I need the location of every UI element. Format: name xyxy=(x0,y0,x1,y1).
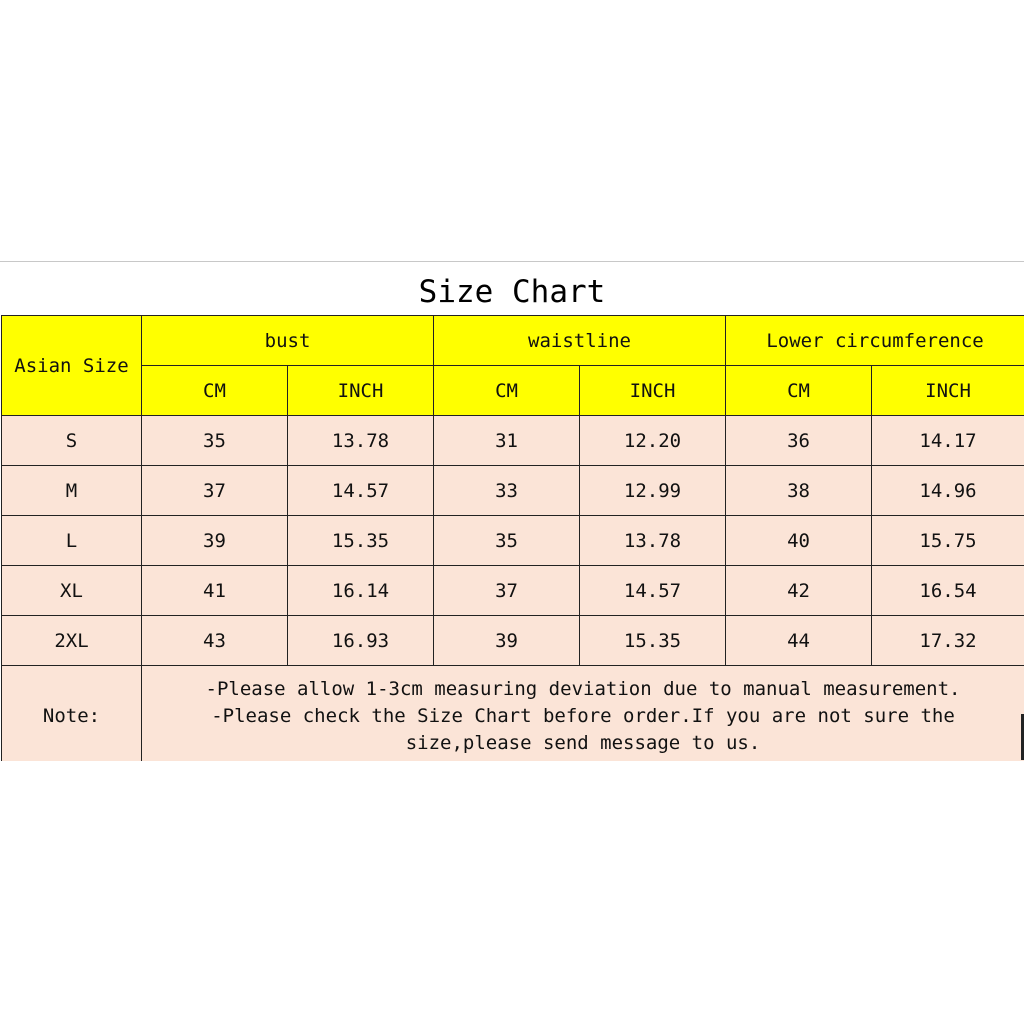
table-cell: 43 xyxy=(142,616,288,666)
group-header-waistline: waistline xyxy=(434,316,726,366)
table-row xyxy=(2,516,1024,566)
note-line: -Please check the Size Chart before order.If you are not sure the size,please send message to us. xyxy=(211,705,955,754)
page-title: Size Chart xyxy=(418,274,606,310)
unit-header-cell: CM xyxy=(142,366,288,416)
table-row xyxy=(2,466,1024,516)
size-label-cell: M xyxy=(2,466,142,516)
table-cell: 33 xyxy=(434,466,580,516)
table-cell: 14.96 xyxy=(872,466,1024,516)
table-row xyxy=(2,616,1024,666)
table-cell: 13.78 xyxy=(580,516,726,566)
table-cell: 12.20 xyxy=(580,416,726,466)
table-cell: 16.14 xyxy=(288,566,434,616)
unit-header-cell: INCH xyxy=(580,366,726,416)
table-cell: 35 xyxy=(142,416,288,466)
unit-header-cell: CM xyxy=(434,366,580,416)
note-row xyxy=(2,666,1024,761)
corner-header-cell: Asian Size xyxy=(2,316,142,416)
table-cell: 31 xyxy=(434,416,580,466)
table-cell: 44 xyxy=(726,616,872,666)
unit-header-cell: INCH xyxy=(288,366,434,416)
table-cell: 16.93 xyxy=(288,616,434,666)
table-cell: 16.54 xyxy=(872,566,1024,616)
table-cell: 15.75 xyxy=(872,516,1024,566)
table-cell: 15.35 xyxy=(580,616,726,666)
note-label: Note: xyxy=(2,666,142,761)
header-row-groups xyxy=(2,316,1024,366)
group-header-bust: bust xyxy=(142,316,434,366)
table-cell: 14.57 xyxy=(288,466,434,516)
table-cell: 12.99 xyxy=(580,466,726,516)
table-cell: 39 xyxy=(142,516,288,566)
table-cell: 15.35 xyxy=(288,516,434,566)
table-cell: 37 xyxy=(434,566,580,616)
unit-header-cell: CM xyxy=(726,366,872,416)
note-line: -Please allow 1-3cm measuring deviation due to manual measurement. xyxy=(205,678,961,700)
size-label-cell: XL xyxy=(2,566,142,616)
table-cell: 14.57 xyxy=(580,566,726,616)
table-cell: 35 xyxy=(434,516,580,566)
table-cell: 38 xyxy=(726,466,872,516)
size-chart-table xyxy=(1,315,1024,761)
size-label-cell: L xyxy=(2,516,142,566)
header-row-units xyxy=(2,366,1024,416)
table-cell: 41 xyxy=(142,566,288,616)
table-cell: 37 xyxy=(142,466,288,516)
table-row xyxy=(2,416,1024,466)
table-cell: 36 xyxy=(726,416,872,466)
table-cell: 39 xyxy=(434,616,580,666)
size-label-cell: 2XL xyxy=(2,616,142,666)
top-divider-line xyxy=(0,261,1024,262)
table-row xyxy=(2,566,1024,616)
size-label-cell: S xyxy=(2,416,142,466)
group-header-lower-circumference: Lower circumference xyxy=(726,316,1024,366)
table-cell: 42 xyxy=(726,566,872,616)
unit-header-cell: INCH xyxy=(872,366,1024,416)
table-cell: 17.32 xyxy=(872,616,1024,666)
table-cell: 14.17 xyxy=(872,416,1024,466)
table-cell: 40 xyxy=(726,516,872,566)
note-content xyxy=(142,666,1024,761)
table-cell: 13.78 xyxy=(288,416,434,466)
